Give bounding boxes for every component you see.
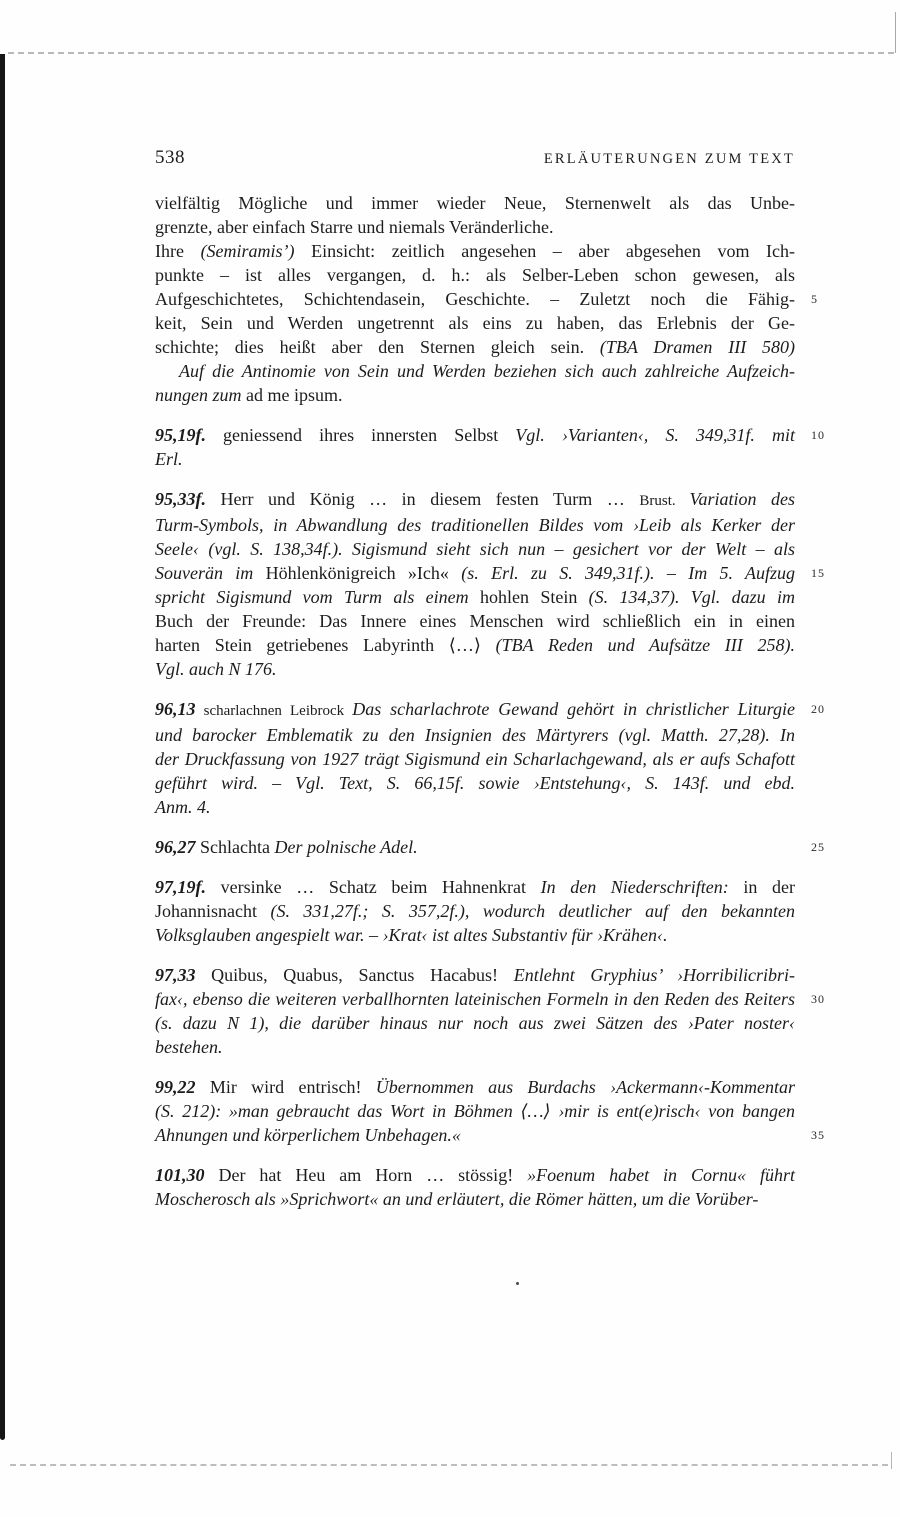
text-segment: Johannisnacht: [155, 901, 271, 921]
text-segment: grenzte, aber einfach Starre und niemals Veränderliche.: [155, 217, 554, 237]
text-line: [155, 1187, 795, 1211]
text-segment: Höhlenkönigreich »Ich«: [265, 563, 462, 583]
text-line: [155, 633, 795, 657]
paragraph: [155, 239, 818, 359]
text-segment: hohlen Stein: [480, 587, 589, 607]
text-segment: 96,27: [155, 837, 196, 857]
text-segment: Anm. 4.: [155, 797, 211, 817]
text-line: [155, 697, 825, 723]
text-segment: Buch der Freunde: Das Innere eines Menschen wird schließlich ein in einen: [155, 611, 795, 631]
scan-edge-top-right-tick: [895, 12, 896, 53]
text-segment: 95,33f.: [155, 489, 206, 509]
text-segment: 97,33: [155, 965, 196, 985]
text-line: [155, 311, 795, 335]
text-line: [155, 1163, 795, 1187]
text-line: [155, 239, 795, 263]
text-line: [155, 1035, 795, 1059]
text-line: [155, 609, 795, 633]
text-segment: vielfältig Mögliche und immer wieder Neue, Sternenwelt als das Unbe-: [155, 193, 795, 213]
text-line: [155, 335, 795, 359]
paragraph: [155, 1163, 795, 1211]
text-line: [155, 287, 818, 311]
text-segment: Auf die Antinomie von Sein und Werden beziehen sich auch zahlreiche Aufzeich-: [179, 361, 795, 381]
scan-edge-left-spine-shadow: [0, 54, 5, 1440]
text-line: [155, 513, 795, 537]
text-line: [155, 899, 795, 923]
text-segment: harten Stein getriebenes Labyrinth ⟨…⟩: [155, 635, 496, 655]
text-segment: spricht Sigismund vom Turm als einem: [155, 587, 480, 607]
text-segment: Ihre: [155, 241, 201, 261]
text-line: [155, 487, 795, 513]
text-segment: (TBA Dramen III 580): [599, 337, 796, 357]
page-content: [155, 147, 825, 1211]
text-segment: fax‹, ebenso die weiteren verballhornten lateinischen Formeln in den Reden des Reiters: [155, 989, 795, 1009]
text-segment: Vgl. auch N 176.: [155, 659, 277, 679]
text-segment: scharlachnen Leibrock: [195, 703, 353, 719]
page-header: [155, 147, 795, 171]
margin-line-number: 20: [811, 702, 825, 716]
text-segment: Souverän im: [155, 563, 266, 583]
text-segment: Variation des: [689, 489, 795, 509]
text-line: [155, 423, 825, 447]
text-body: [155, 191, 825, 1211]
text-segment: 101,30: [155, 1165, 205, 1185]
text-segment: In den Niederschriften:: [540, 877, 729, 897]
paragraph: [155, 875, 795, 947]
paragraph: [155, 835, 825, 859]
paragraph: [155, 191, 795, 239]
margin-line-number: 25: [811, 840, 825, 854]
text-segment: Der polnische Adel.: [274, 837, 418, 857]
text-segment: Ahnungen und körperlichem Unbehagen.«: [155, 1125, 461, 1145]
text-line: [155, 875, 795, 899]
margin-line-number: 10: [811, 428, 825, 442]
margin-line-number: 30: [811, 992, 825, 1006]
text-segment: (s. dazu N 1), die darüber hinaus nur noch aus zwei Sätzen des ›Pater noster‹: [155, 1013, 795, 1033]
text-segment: Der hat Heu am Horn … stössig!: [204, 1165, 528, 1185]
text-segment: Entlehnt Gryphius’ ›Horribilicribri-: [513, 965, 795, 985]
paragraph: [155, 359, 795, 407]
text-segment: in der: [728, 877, 795, 897]
text-line: [155, 987, 825, 1011]
text-segment: Aufgeschichtetes, Schichtendasein, Geschichte. – Zuletzt noch die Fähig-: [155, 289, 795, 309]
text-segment: versinke … Schatz beim Hahnenkrat: [206, 877, 541, 897]
text-segment: Vgl. ›Varianten‹, S. 349,31f. mit: [515, 425, 795, 445]
text-segment: nungen zum: [155, 385, 242, 405]
text-segment: Einsicht: zeitlich angesehen – aber abgesehen vom Ich-: [294, 241, 795, 261]
text-line: [155, 215, 795, 239]
text-segment: geführt wird. – Vgl. Text, S. 66,15f. sowie ›Entstehung‹, S. 143f. und ebd.: [155, 773, 795, 793]
paragraph: [155, 487, 825, 681]
text-line: [155, 795, 795, 819]
text-line: [155, 963, 795, 987]
text-line: [155, 1123, 825, 1147]
text-line: [155, 537, 795, 561]
text-segment: und barocker Emblematik zu den Insignien des Märtyrers (vgl. Matth. 27,28). In: [155, 725, 795, 745]
text-segment: Herr und König … in diesem festen Turm …: [206, 489, 640, 509]
text-segment: Mir wird entrisch!: [195, 1077, 376, 1097]
text-segment: schichte; dies heißt aber den Sternen gleich sein.: [155, 337, 600, 357]
text-segment: 96,13: [155, 699, 196, 719]
text-line: [155, 1011, 795, 1035]
text-line: [155, 835, 825, 859]
text-segment: (Semiramis’): [200, 241, 295, 261]
text-line: [155, 1099, 795, 1123]
text-segment: 97,19f.: [155, 877, 206, 897]
paragraph: [155, 423, 825, 471]
text-segment: Übernommen aus Burdachs ›Ackermann‹-Kommentar: [375, 1077, 795, 1097]
text-segment: Seele‹ (vgl. S. 138,34f.). Sigismund sieht sich nun – gesichert vor der Welt – als: [155, 539, 795, 559]
text-segment: (TBA Reden und Aufsätze III 258).: [495, 635, 795, 655]
scan-edge-bottom-dashed-line: [10, 1464, 888, 1466]
text-segment: (s. Erl. zu S. 349,31f.). – Im 5. Aufzug: [461, 563, 796, 583]
text-segment: 95,19f.: [155, 425, 206, 445]
text-segment: Turm-Symbols, in Abwandlung des traditionellen Bildes vom ›Leib als Kerker der: [155, 515, 795, 535]
running-head: ERLÄUTERUNGEN ZUM TEXT: [543, 151, 795, 167]
text-segment: »Foenum habet in Cornu« führt: [527, 1165, 795, 1185]
paragraph: [155, 1075, 825, 1147]
scan-edge-bottom-right-tick: [891, 1452, 892, 1469]
text-segment: 99,22: [155, 1077, 196, 1097]
text-line: [155, 263, 795, 287]
text-line: [155, 771, 795, 795]
scan-edge-top-dashed-line: [8, 52, 894, 54]
text-segment: Brust.: [639, 493, 690, 509]
page-number: 538: [155, 147, 185, 168]
text-segment: Volksglauben angespielt war. – ›Krat‹ ist altes Substantiv für ›Krähen‹.: [155, 925, 668, 945]
text-segment: Moscherosch als »Sprichwort« an und erläutert, die Römer hätten, um die Vorüber-: [155, 1189, 759, 1209]
paragraph: [155, 963, 825, 1059]
text-segment: keit, Sein und Werden ungetrennt als eins zu haben, das Erlebnis der Ge-: [155, 313, 795, 333]
text-segment: punkte – ist alles vergangen, d. h.: als Selber-Leben schon gewesen, als: [155, 265, 795, 285]
text-segment: Erl.: [155, 449, 183, 469]
text-segment: Schlachta: [195, 837, 275, 857]
text-line: [155, 561, 825, 585]
text-segment: (S. 134,37). Vgl. dazu im: [588, 587, 795, 607]
paragraph: [155, 697, 825, 819]
text-segment: der Druckfassung von 1927 trägt Sigismund ein Scharlachgewand, als er aufs Schafott: [155, 749, 795, 769]
text-segment: (S. 331,27f.; S. 357,2f.), wodurch deutlicher auf den bekannten: [270, 901, 795, 921]
text-segment: geniessend ihres innersten Selbst: [206, 425, 516, 445]
text-segment: Quibus, Quabus, Sanctus Hacabus!: [195, 965, 514, 985]
text-line: [155, 747, 795, 771]
text-line: [155, 1075, 795, 1099]
margin-line-number: 15: [811, 566, 825, 580]
text-line: [155, 359, 795, 383]
text-segment: bestehen.: [155, 1037, 223, 1057]
text-line: [155, 383, 795, 407]
text-segment: (S. 212): »man gebraucht das Wort in Böhmen ⟨…⟩ ›mir is ent(e)risch‹ von bangen: [155, 1101, 795, 1121]
scan-speck-artifact: [516, 1282, 519, 1285]
margin-line-number: 35: [811, 1128, 825, 1142]
text-line: [155, 447, 795, 471]
text-line: [155, 191, 795, 215]
margin-line-number: 5: [811, 292, 818, 306]
text-segment: Das scharlachrote Gewand gehört in christlicher Liturgie: [352, 699, 796, 719]
text-segment: ad me ipsum.: [241, 385, 343, 405]
text-line: [155, 657, 795, 681]
text-line: [155, 923, 795, 947]
text-line: [155, 585, 795, 609]
text-line: [155, 723, 795, 747]
